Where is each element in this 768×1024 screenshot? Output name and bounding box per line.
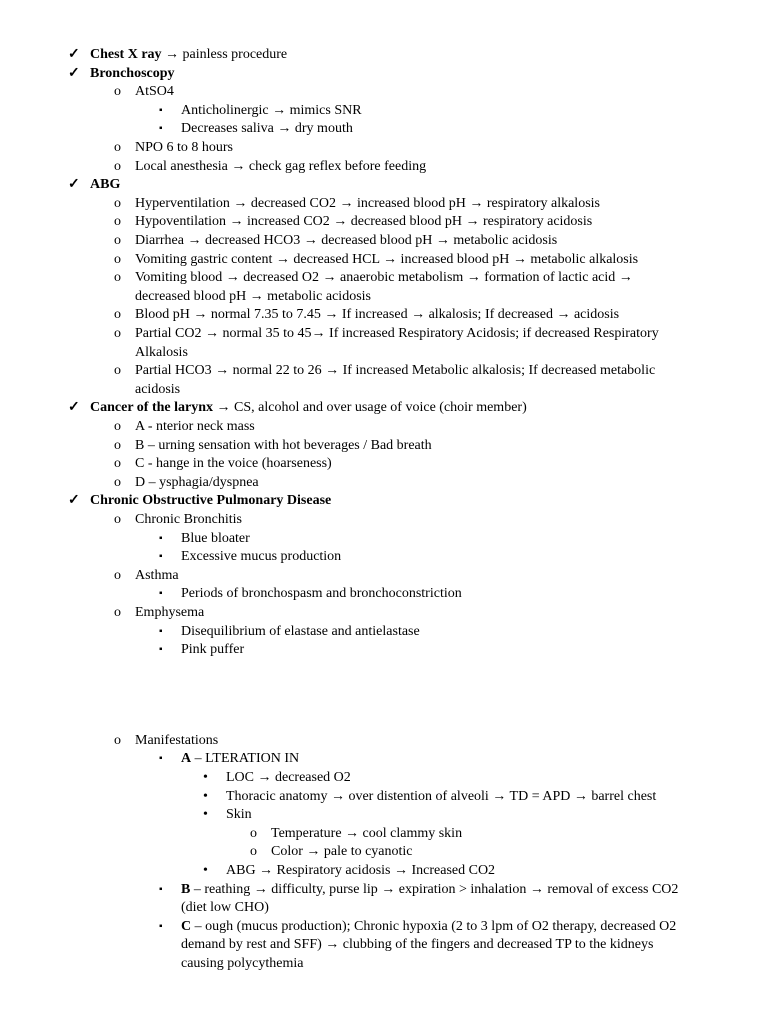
- list-item-text: [181, 120, 353, 138]
- list-item-text: [135, 511, 242, 529]
- circle-bullet-icon: o: [114, 252, 121, 267]
- list-item-text: [135, 213, 592, 231]
- square-bullet-icon: ▪: [159, 626, 163, 637]
- list-item-body: Excessive mucus production: [181, 549, 342, 564]
- list-item-text: [226, 769, 351, 787]
- list-item-body: Emphysema: [135, 605, 205, 620]
- list-item-heading: Cancer of the larynx: [90, 400, 213, 415]
- circle-bullet-icon: o: [114, 438, 121, 453]
- list-item-text: [135, 455, 332, 473]
- list-item-text: [90, 65, 175, 83]
- list-item-text: [135, 567, 179, 585]
- dot-bullet-icon: •: [203, 863, 208, 878]
- list-item-body: – reathing → difficulty, purse lip → expiration > inhalation → removal of excess CO2: [190, 882, 679, 897]
- square-bullet-icon: ▪: [159, 644, 163, 655]
- list-item-body: Pink puffer: [181, 642, 245, 657]
- dot-bullet-icon: •: [203, 770, 208, 785]
- list-item-body: Anticholinergic → mimics SNR: [181, 103, 362, 118]
- circle-bullet-icon: o: [114, 84, 121, 99]
- list-item-body: Partial CO2 → normal 35 to 45→ If increased Respiratory Acidosis; if decreased Respiratory: [135, 326, 659, 341]
- list-item-body: → painless procedure: [161, 47, 288, 62]
- list-item-text: [181, 102, 362, 120]
- list-item-text: [181, 750, 299, 768]
- list-item-body: LOC → decreased O2: [226, 770, 351, 785]
- list-item-body: NPO 6 to 8 hours: [135, 140, 234, 155]
- list-item-text: [226, 806, 252, 824]
- list-item-body: AtSO4: [135, 84, 174, 99]
- list-item-text: [181, 585, 462, 603]
- circle-bullet-icon: o: [114, 568, 121, 583]
- list-item-heading: Chronic Obstructive Pulmonary Disease: [90, 493, 332, 508]
- list-item-heading: Bronchoscopy: [90, 66, 175, 81]
- list-item-text: [271, 825, 462, 843]
- list-item-heading: B: [181, 882, 191, 897]
- list-item-body: Skin: [226, 807, 252, 822]
- list-item-heading: Chest X ray: [90, 47, 162, 62]
- list-item-heading: ABG: [90, 177, 121, 192]
- list-item-text: [181, 881, 678, 899]
- list-item-body: ABG → Respiratory acidosis → Increased CO2: [226, 863, 496, 878]
- list-item-body: causing polycythemia: [181, 956, 304, 971]
- check-bullet-icon: ✓: [68, 47, 80, 62]
- list-item-body: Decreases saliva → dry mouth: [181, 121, 353, 136]
- circle-bullet-icon: o: [114, 159, 121, 174]
- list-item-body: Diarrhea → decreased HCO3 → decreased blood pH → metabolic acidosis: [135, 233, 558, 248]
- list-item-text: [90, 176, 120, 194]
- list-item-body: Hyperventilation → decreased CO2 → increased blood pH → respiratory alkalosis: [135, 196, 600, 211]
- list-item-text: [226, 862, 495, 880]
- list-item-body: → CS, alcohol and over usage of voice (choir member): [213, 400, 527, 415]
- list-item-body: Manifestations: [135, 733, 219, 748]
- circle-bullet-icon: o: [114, 475, 121, 490]
- check-bullet-icon: ✓: [68, 493, 80, 508]
- square-bullet-icon: ▪: [159, 588, 163, 599]
- list-item-text: [135, 604, 204, 622]
- circle-bullet-icon: o: [114, 733, 121, 748]
- list-item-text: [135, 306, 619, 324]
- list-item-text: [135, 474, 259, 492]
- list-item-body: Chronic Bronchitis: [135, 512, 242, 527]
- square-bullet-icon: ▪: [159, 123, 163, 134]
- list-item-text: [226, 788, 656, 806]
- list-item-body: Color → pale to cyanotic: [271, 844, 413, 859]
- list-item-heading: A: [181, 751, 192, 766]
- square-bullet-icon: ▪: [159, 921, 163, 932]
- circle-bullet-icon: o: [114, 419, 121, 434]
- circle-bullet-icon: o: [114, 605, 121, 620]
- list-item-body: Vomiting blood → decreased O2 → anaerobic metabolism → formation of lactic acid →: [135, 270, 633, 285]
- square-bullet-icon: ▪: [159, 105, 163, 116]
- list-item-text: [135, 83, 174, 101]
- list-item-body: Local anesthesia → check gag reflex before feeding: [135, 159, 427, 174]
- list-item-text: [135, 381, 180, 399]
- circle-bullet-icon: o: [114, 326, 121, 341]
- list-item-body: B – urning sensation with hot beverages / Bad breath: [135, 438, 432, 453]
- circle-bullet-icon: o: [114, 307, 121, 322]
- list-item-body: (diet low CHO): [181, 900, 269, 915]
- list-item-body: Thoracic anatomy → over distention of alveoli → TD = APD → barrel chest: [226, 789, 657, 804]
- square-bullet-icon: ▪: [159, 533, 163, 544]
- list-item-body: Periods of bronchospasm and bronchoconstriction: [181, 586, 462, 601]
- list-item-body: Alkalosis: [135, 345, 188, 360]
- list-item-body: – LTERATION IN: [191, 751, 300, 766]
- list-item-text: [181, 918, 676, 936]
- list-item-text: [181, 530, 250, 548]
- check-bullet-icon: ✓: [68, 400, 80, 415]
- dot-bullet-icon: •: [203, 789, 208, 804]
- list-item-text: [181, 641, 244, 659]
- circle-bullet-icon: o: [114, 196, 121, 211]
- list-item-text: [181, 623, 420, 641]
- list-item-text: [181, 936, 653, 954]
- list-item-text: [135, 139, 233, 157]
- list-item-body: Temperature → cool clammy skin: [271, 826, 463, 841]
- check-bullet-icon: ✓: [68, 177, 80, 192]
- list-item-text: [90, 46, 287, 64]
- list-item-body: decreased blood pH → metabolic acidosis: [135, 289, 371, 304]
- list-item-text: [135, 158, 426, 176]
- list-item-text: [135, 195, 600, 213]
- list-item-body: Blue bloater: [181, 531, 250, 546]
- circle-bullet-icon: o: [250, 826, 257, 841]
- list-item-heading: C: [181, 919, 192, 934]
- list-item-text: [135, 325, 659, 343]
- list-item-text: [135, 362, 655, 380]
- list-item-body: Disequilibrium of elastase and antielastase: [181, 624, 420, 639]
- list-item-text: [271, 843, 413, 861]
- circle-bullet-icon: o: [114, 233, 121, 248]
- list-item-body: demand by rest and SFF) → clubbing of the fingers and decreased TP to the kidneys: [181, 937, 654, 952]
- list-item-body: C - hange in the voice (hoarseness): [135, 456, 332, 471]
- list-item-text: [135, 437, 432, 455]
- circle-bullet-icon: o: [114, 140, 121, 155]
- list-item-text: [135, 344, 188, 362]
- list-item-body: Asthma: [135, 568, 179, 583]
- circle-bullet-icon: o: [114, 456, 121, 471]
- list-item-text: [181, 899, 269, 917]
- circle-bullet-icon: o: [250, 844, 257, 859]
- list-item-text: [181, 548, 341, 566]
- circle-bullet-icon: o: [114, 270, 121, 285]
- list-item-body: Hypoventilation → increased CO2 → decreased blood pH → respiratory acidosis: [135, 214, 593, 229]
- list-item-text: [135, 732, 218, 750]
- square-bullet-icon: ▪: [159, 551, 163, 562]
- list-item-text: [135, 288, 371, 306]
- list-item-body: – ough (mucus production); Chronic hypoxia (2 to 3 lpm of O2 therapy, decreased O2: [191, 919, 677, 934]
- list-item-body: D – ysphagia/dyspnea: [135, 475, 259, 490]
- list-item-text: [135, 269, 633, 287]
- list-item-body: Blood pH → normal 7.35 to 7.45 → If increased → alkalosis; If decreased → acidosis: [135, 307, 620, 322]
- list-item-body: A - nterior neck mass: [135, 419, 255, 434]
- list-item-body: Partial HCO3 → normal 22 to 26 → If increased Metabolic alkalosis; If decreased metabolic: [135, 363, 656, 378]
- list-item-text: [135, 251, 638, 269]
- list-item-body: acidosis: [135, 382, 181, 397]
- list-item-text: [181, 955, 303, 973]
- circle-bullet-icon: o: [114, 214, 121, 229]
- dot-bullet-icon: •: [203, 807, 208, 822]
- square-bullet-icon: ▪: [159, 753, 163, 764]
- list-item-text: [135, 418, 255, 436]
- list-item-text: [90, 399, 527, 417]
- list-item-body: Vomiting gastric content → decreased HCL → increased blood pH → metabolic alkalosis: [135, 252, 639, 267]
- circle-bullet-icon: o: [114, 363, 121, 378]
- check-bullet-icon: ✓: [68, 66, 80, 81]
- circle-bullet-icon: o: [114, 512, 121, 527]
- list-item-text: [135, 232, 557, 250]
- square-bullet-icon: ▪: [159, 884, 163, 895]
- list-item-text: [90, 492, 331, 510]
